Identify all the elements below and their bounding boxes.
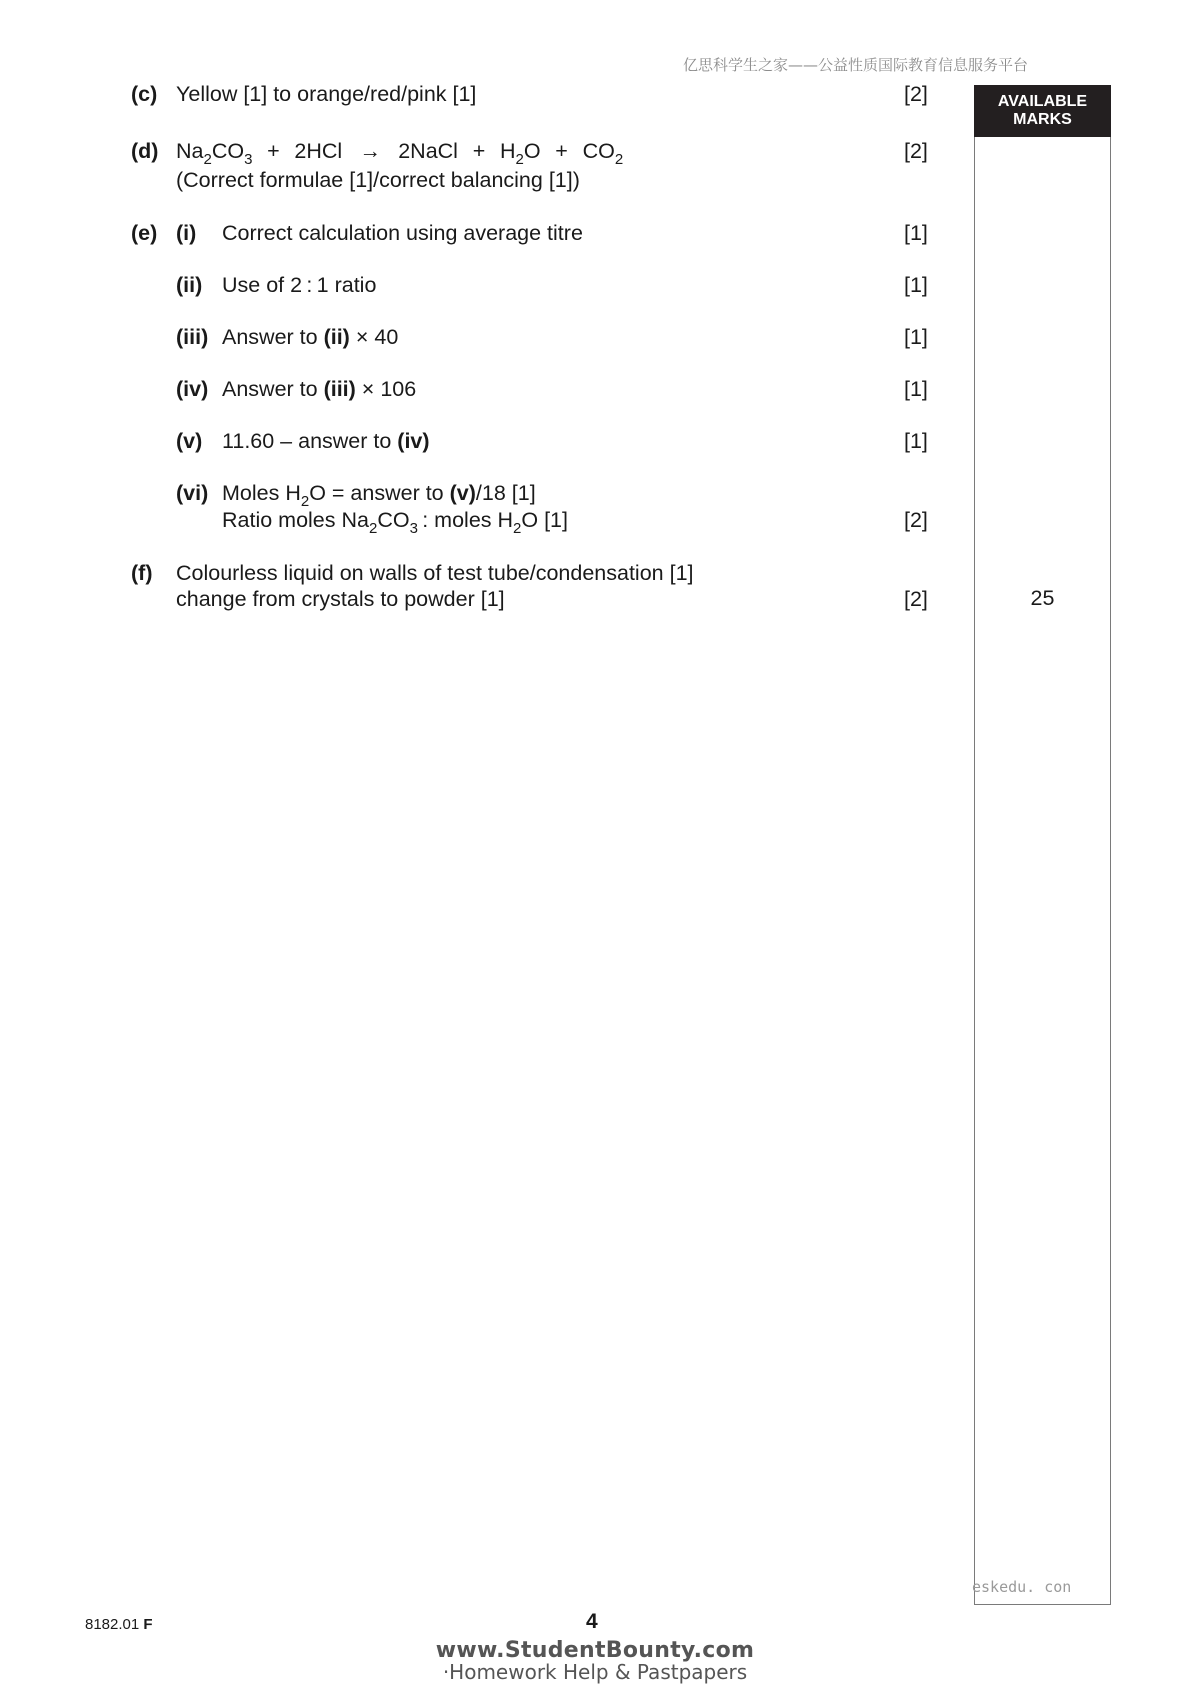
reaction-arrow-icon: → [359, 139, 381, 163]
marks-header-line1: AVAILABLE [997, 93, 1088, 110]
subitem-label-e-v: (v) [176, 429, 203, 453]
item-note-d: (Correct formulae [1]/correct balancing [1]) [176, 168, 580, 192]
subitem-mark-e-vi: [2] [904, 508, 928, 532]
subitem-label-e-vi: (vi) [176, 481, 209, 505]
subitem-label-e-i: (i) [176, 221, 197, 245]
subitem-mark-e-v: [1] [904, 429, 928, 453]
subitem-text-e-vi-line1: Moles $H_2O$ = answer to (v)/18 [1] [222, 481, 536, 510]
watermark-text-bottom: eskedu. con [972, 1578, 1072, 1596]
available-marks-column [974, 85, 1111, 1605]
item-label-f: (f) [131, 561, 153, 585]
subitem-mark-e-ii: [1] [904, 273, 928, 297]
item-label-c: (c) [131, 82, 158, 106]
subitem-text-e-i: Correct calculation using average titre [222, 221, 583, 245]
logo-tagline: ·Homework Help & Pastpapers [442, 1660, 748, 1684]
subitem-text-e-iii: Answer to (ii) × 40 [222, 325, 399, 349]
subitem-text-e-ii: Use of 2 : 1 ratio [222, 273, 377, 297]
subitem-mark-e-iv: [1] [904, 377, 928, 401]
item-mark-d: [2] [904, 139, 928, 163]
subitem-text-e-iv: Answer to (iii) × 106 [222, 377, 417, 401]
item-label-e: (e) [131, 221, 158, 245]
item-text-c: Yellow [1] to orange/red/pink [1] [176, 82, 477, 106]
marks-header-line2: MARKS [1013, 111, 1072, 128]
subitem-mark-e-iii: [1] [904, 325, 928, 349]
page-number: 4 [586, 1610, 598, 1633]
subitem-text-e-v: 11.60 – answer to (iv) [222, 429, 430, 453]
item-text-f-line1: Colourless liquid on walls of test tube/condensation [1] [176, 561, 694, 585]
studentbounty-logo [430, 1640, 760, 1682]
item-label-d: (d) [131, 139, 159, 163]
subitem-mark-e-i: [1] [904, 221, 928, 245]
available-marks-total: 25 [1030, 586, 1055, 610]
chemical-equation: $Na_2CO_3 + 2HCl$ → 2NaCl + $H_2O + CO_2$ [176, 139, 624, 168]
subitem-label-e-iv: (iv) [176, 377, 209, 401]
logo-url-text: www.StudentBounty.com [435, 1638, 755, 1663]
subitem-label-e-iii: (iii) [176, 325, 209, 349]
item-mark-c: [2] [904, 82, 928, 106]
paper-code: 8182.01 F [85, 1616, 153, 1633]
subitem-label-e-ii: (ii) [176, 273, 203, 297]
watermark-text-top: 亿思科学生之家——公益性质国际教育信息服务平台 [683, 56, 1029, 74]
item-mark-f: [2] [904, 587, 928, 611]
available-marks-header [974, 85, 1111, 137]
item-text-f-line2: change from crystals to powder [1] [176, 587, 505, 611]
subitem-text-e-vi-line2: Ratio moles $Na_2CO_3$ : moles $H_2O$ [1] [222, 508, 568, 537]
